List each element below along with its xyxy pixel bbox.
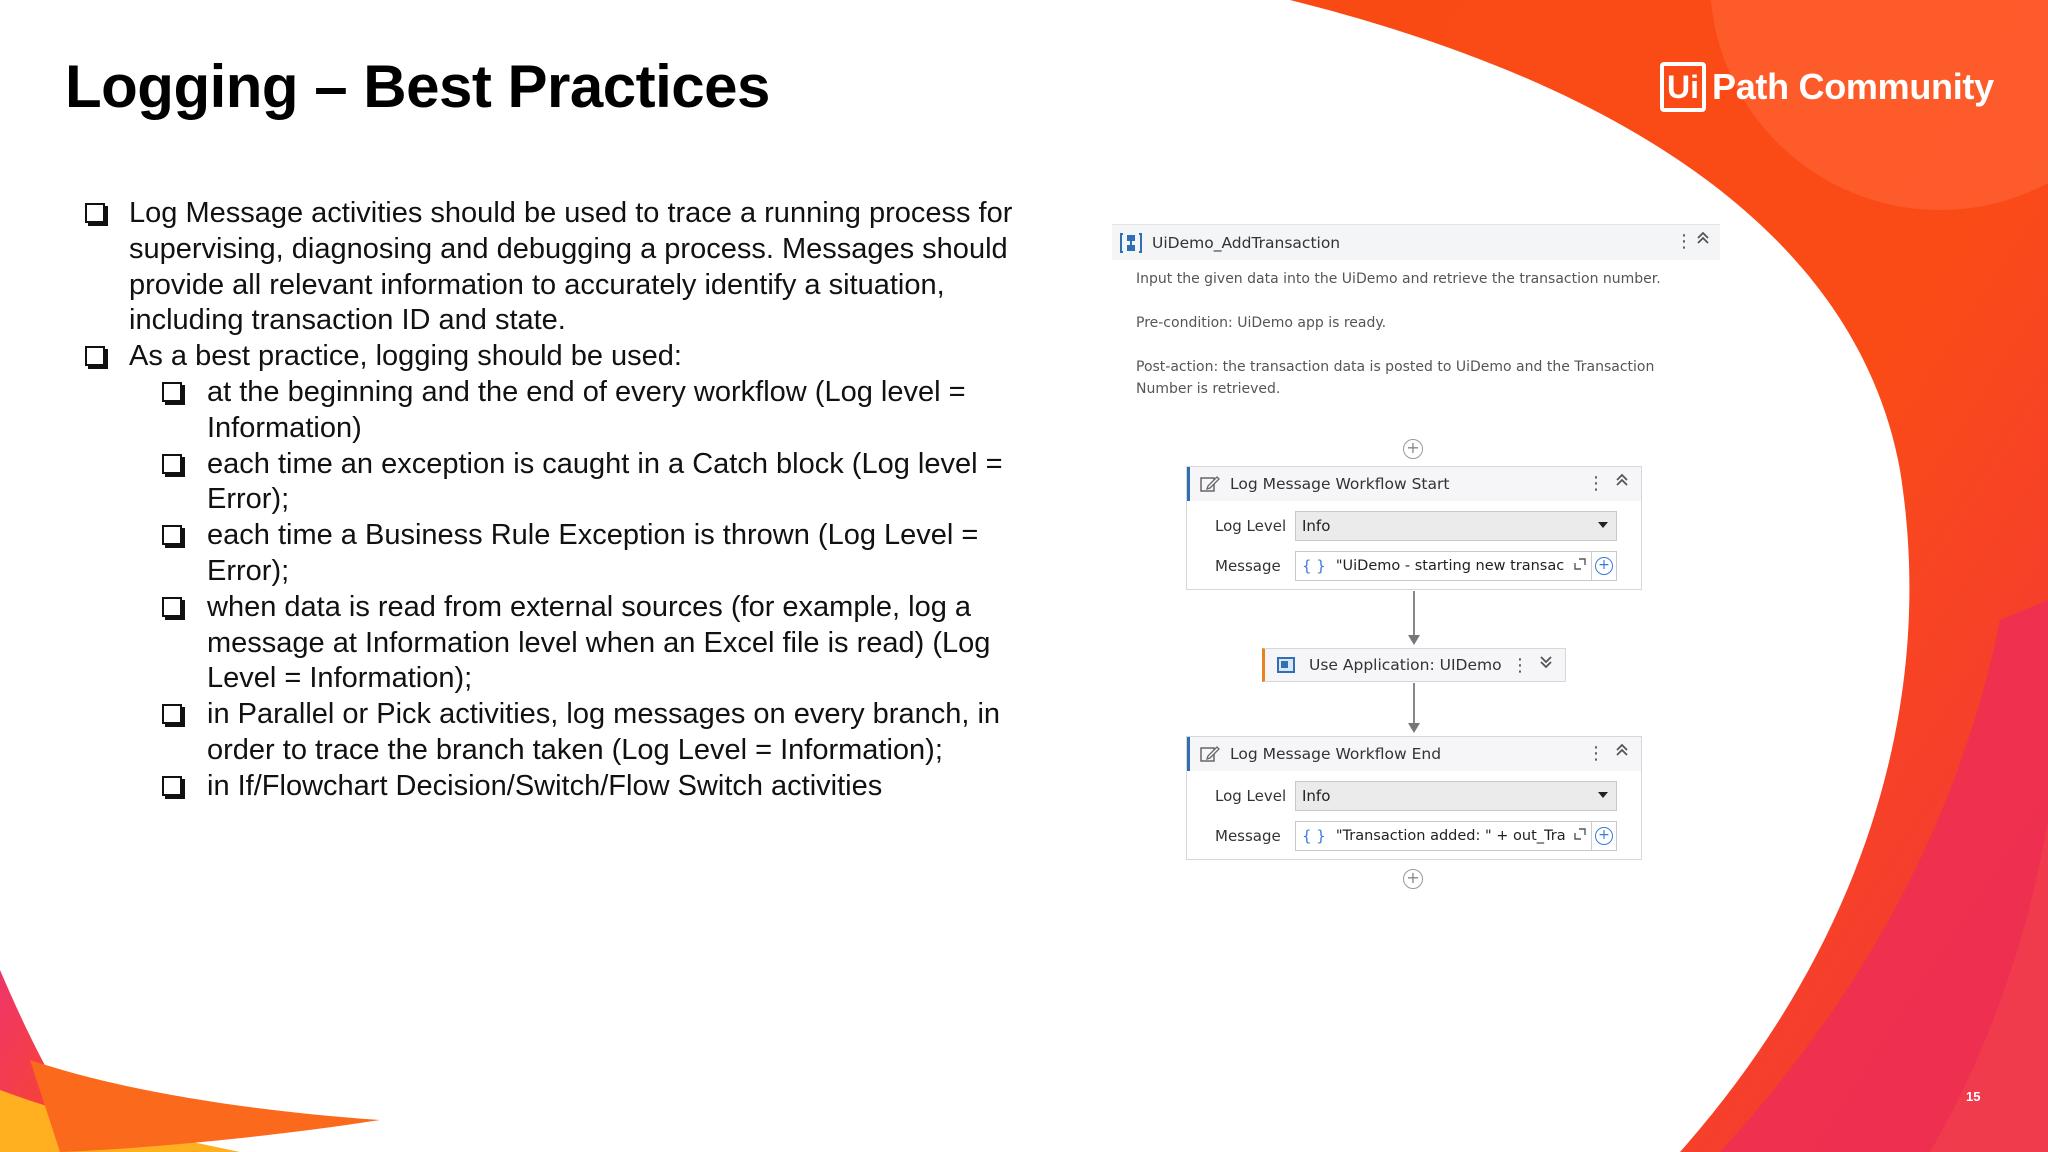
message-row bbox=[1187, 821, 1643, 851]
log-level-select[interactable] bbox=[1295, 511, 1617, 541]
add-plus-icon[interactable]: + bbox=[1595, 557, 1613, 575]
log-message-icon bbox=[1200, 475, 1220, 493]
sub-bullet-item bbox=[80, 769, 1030, 805]
expression-braces-icon: { } bbox=[1302, 557, 1326, 575]
sub-bullet-item bbox=[80, 697, 1030, 769]
expression-braces-icon: { } bbox=[1302, 827, 1326, 845]
log-message-end-card[interactable] bbox=[1186, 736, 1642, 860]
workflow-panel bbox=[1112, 224, 1720, 887]
log-message-start-card[interactable] bbox=[1186, 466, 1642, 590]
application-window-icon bbox=[1277, 657, 1295, 673]
activity-menu-icon[interactable]: ⋮ bbox=[1587, 473, 1605, 494]
activity-title: Log Message Workflow End bbox=[1230, 745, 1442, 763]
message-value: "Transaction added: " + out_Tra bbox=[1335, 828, 1566, 844]
checkbox-bullet-icon bbox=[162, 525, 182, 545]
workflow-collapse-icon[interactable] bbox=[1696, 231, 1710, 249]
workflow-name: UiDemo_AddTransaction bbox=[1152, 233, 1341, 252]
message-input[interactable] bbox=[1295, 551, 1617, 581]
checkbox-bullet-icon bbox=[85, 346, 105, 366]
sub-bullet-item bbox=[80, 375, 1030, 447]
sub-bullet-item bbox=[80, 518, 1030, 590]
activity-expand-icon[interactable] bbox=[1539, 655, 1553, 673]
activity-collapse-icon[interactable] bbox=[1615, 473, 1629, 491]
bullet-item bbox=[80, 196, 1030, 339]
message-label: Message bbox=[1215, 557, 1281, 575]
log-level-row bbox=[1187, 781, 1643, 811]
activity-title: Use Application: UIDemo bbox=[1309, 656, 1502, 674]
logo-text: Path Community bbox=[1712, 66, 1994, 107]
activity-menu-icon[interactable]: ⋮ bbox=[1587, 743, 1605, 764]
expand-editor-icon[interactable] bbox=[1574, 828, 1586, 844]
bullet-text: each time an exception is caught in a Catch block (Log level = Error); bbox=[207, 447, 1003, 516]
message-value: "UiDemo - starting new transac bbox=[1335, 558, 1565, 574]
add-plus-icon[interactable]: + bbox=[1595, 827, 1613, 845]
log-level-value: Info bbox=[1302, 517, 1331, 535]
checkbox-bullet-icon bbox=[162, 776, 182, 796]
workflow-menu-icon[interactable]: ⋮ bbox=[1675, 231, 1693, 252]
sub-bullet-item bbox=[80, 447, 1030, 519]
bottom-left-orange bbox=[30, 1060, 380, 1152]
connector-line bbox=[1413, 683, 1415, 725]
divider bbox=[1591, 552, 1592, 580]
checkbox-bullet-icon bbox=[85, 203, 105, 223]
activity-title: Log Message Workflow Start bbox=[1230, 475, 1450, 493]
sequence-icon bbox=[1120, 232, 1142, 254]
log-level-value: Info bbox=[1302, 787, 1331, 805]
sub-bullet-item bbox=[80, 590, 1030, 697]
workflow-description-line: Input the given data into the UiDemo and retrieve the transaction number. bbox=[1136, 271, 1661, 287]
checkbox-bullet-icon bbox=[162, 454, 182, 474]
log-level-row bbox=[1187, 511, 1643, 541]
logo-box: Ui bbox=[1660, 62, 1706, 112]
divider bbox=[1591, 822, 1592, 850]
activity-menu-icon[interactable]: ⋮ bbox=[1511, 655, 1529, 676]
use-application-card[interactable] bbox=[1262, 648, 1566, 682]
expand-editor-icon[interactable] bbox=[1574, 558, 1586, 574]
message-label: Message bbox=[1215, 827, 1281, 845]
add-activity-plus-icon[interactable]: + bbox=[1403, 869, 1423, 889]
bullet-list bbox=[80, 196, 1030, 805]
chevron-down-icon bbox=[1598, 792, 1608, 798]
activity-header[interactable] bbox=[1187, 737, 1641, 771]
bullet-text: when data is read from external sources (for example, log a message at Information level when an Excel file is read) (Log Level = Information); bbox=[207, 590, 991, 695]
log-level-label: Log Level bbox=[1215, 787, 1287, 805]
bullet-text: As a best practice, logging should be used: bbox=[129, 340, 682, 373]
log-level-select[interactable] bbox=[1295, 781, 1617, 811]
message-row bbox=[1187, 551, 1643, 581]
activity-collapse-icon[interactable] bbox=[1615, 743, 1629, 761]
page-number: 15 bbox=[1966, 1089, 1981, 1104]
activity-header[interactable] bbox=[1187, 467, 1641, 501]
workflow-header[interactable] bbox=[1112, 224, 1720, 260]
connector-line bbox=[1413, 591, 1415, 637]
log-level-label: Log Level bbox=[1215, 517, 1287, 535]
uipath-community-logo bbox=[1660, 62, 1994, 112]
bullet-text: in Parallel or Pick activities, log messages on every branch, in order to trace the branch taken (Log Level = Information); bbox=[207, 698, 1001, 766]
log-message-icon bbox=[1200, 745, 1220, 763]
connector-arrow-icon bbox=[1408, 635, 1420, 645]
chevron-down-icon bbox=[1598, 522, 1608, 528]
add-activity-plus-icon[interactable]: + bbox=[1403, 439, 1423, 459]
checkbox-bullet-icon bbox=[162, 382, 182, 402]
workflow-description-line: Pre-condition: UiDemo app is ready. bbox=[1136, 315, 1387, 331]
slide-title: Logging – Best Practices bbox=[65, 53, 770, 120]
bullet-text: in If/Flowchart Decision/Switch/Flow Switch activities bbox=[207, 769, 883, 802]
workflow-description-line: Post-action: the transaction data is posted to UiDemo and the Transaction Number is retrieved. bbox=[1136, 359, 1655, 397]
bullet-text: each time a Business Rule Exception is thrown (Log Level = Error); bbox=[207, 519, 979, 587]
bullet-item bbox=[80, 339, 1030, 375]
checkbox-bullet-icon bbox=[162, 597, 182, 617]
checkbox-bullet-icon bbox=[162, 704, 182, 724]
connector-arrow-icon bbox=[1408, 723, 1420, 733]
bullet-text: at the beginning and the end of every workflow (Log level = Information) bbox=[207, 375, 966, 444]
bullet-text: Log Message activities should be used to trace a running process for supervising, diagnosing and debugging a process. Messages should provide all relevant information to accurately identify a situation, including transaction ID and state. bbox=[129, 197, 1013, 337]
message-input[interactable] bbox=[1295, 821, 1617, 851]
